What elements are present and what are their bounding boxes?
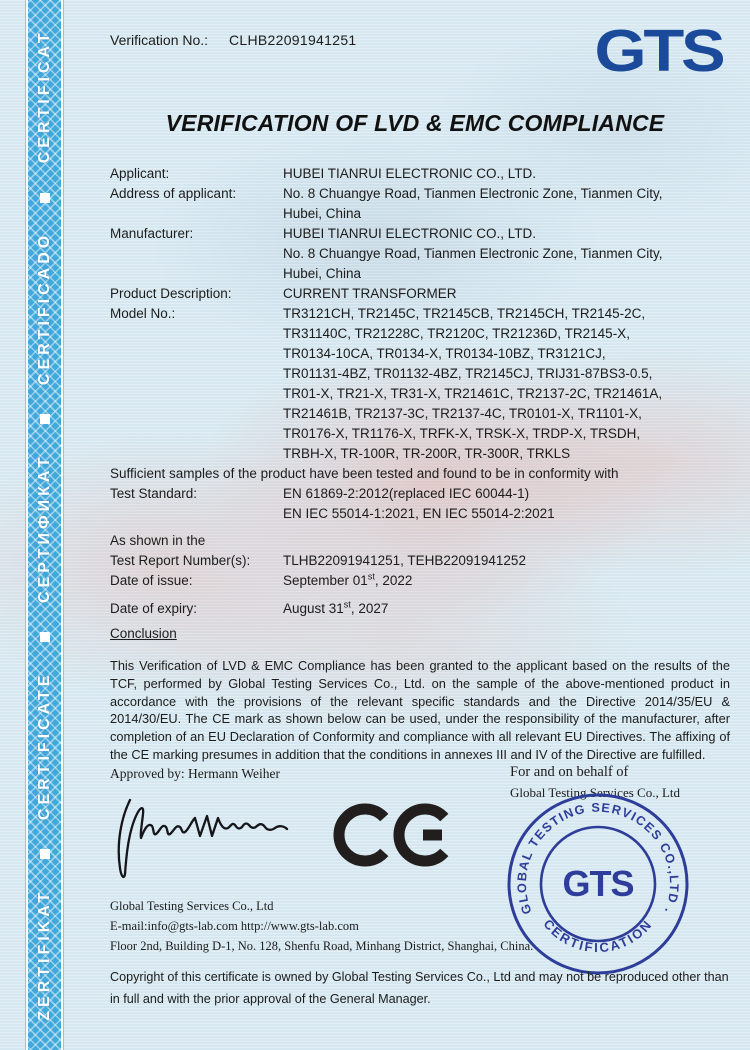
conclusion-section (110, 626, 730, 764)
expiry-date-ordinal: st (343, 599, 351, 610)
ribbon-separator-square (40, 849, 50, 859)
applicant-label: Applicant: (110, 166, 170, 181)
test-standard-line-1: EN 61869-2:2012(replaced IEC 60044-1) (283, 486, 530, 501)
applicant-address-line-2: Hubei, China (283, 206, 362, 221)
ribbon-separator-square (40, 632, 50, 642)
verification-number: CLHB22091941251 (229, 32, 357, 48)
manufacturer-value (283, 224, 728, 284)
model-row (110, 304, 728, 464)
manufacturer-label: Manufacturer: (110, 226, 194, 241)
signature-image (108, 790, 298, 885)
test-standard-row (110, 484, 728, 524)
applicant-address-label: Address of applicant: (110, 186, 237, 201)
ribbon-word-zertifikat: ZERTIFIKAT (35, 888, 53, 1021)
applicant-address-line-1: No. 8 Chuangye Road, Tianmen Electronic Zone, Tianmen City, (283, 186, 663, 201)
model-no-label: Model No.: (110, 306, 176, 321)
test-standard-value (283, 484, 728, 524)
gts-logo: GTS (594, 18, 722, 85)
model-line: TR01131-4BZ, TR01132-4BZ, TR2145CJ, TRIJ31-87BS3-0.5, (283, 366, 653, 381)
test-report-row (110, 551, 728, 571)
date-of-issue-row (110, 571, 728, 591)
ribbon-word-certificat: CERTIFICAT (35, 29, 53, 164)
footer-block (110, 896, 533, 956)
product-description-value: CURRENT TRANSFORMER (283, 286, 457, 301)
manufacturer-address-line-2: Hubei, China (283, 266, 362, 281)
model-line: TR0176-X, TR1176-X, TRFK-X, TRSK-X, TRDP-X, TRSDH, (283, 426, 641, 441)
ribbon-word-certificado: CERTIFICADO (35, 231, 53, 386)
stamp-center-text: GTS (562, 863, 634, 904)
model-line: TR3121CH, TR2145C, TR2145CB, TR2145CH, TR2145-2C, (283, 306, 646, 321)
expiry-date-main: August 31 (283, 601, 344, 616)
test-report-label: Test Report Number(s): (110, 553, 251, 568)
ribbon-word-certificate: CERTIFICATE (35, 671, 53, 821)
ribbon-separator-square (40, 414, 50, 424)
certificate-title: VERIFICATION OF LVD & EMC COMPLIANCE (165, 110, 665, 136)
footer-company: Global Testing Services Co., Ltd (110, 899, 274, 913)
behalf-line-1: For and on behalf of (510, 764, 629, 780)
applicant-row (110, 164, 728, 184)
footer-contacts: E-mail:info@gts-lab.com http://www.gts-lab.com (110, 919, 359, 933)
applicant-address-row (110, 184, 728, 224)
test-report-value: TLHB22091941251, TEHB22091941252 (283, 553, 526, 568)
stamp-bottom-text: CERTIFICATION (540, 916, 656, 956)
stamp-ring-text: GLOBAL TESTING SERVICES CO.,LTD . (514, 800, 682, 917)
date-of-expiry-value (283, 599, 728, 619)
model-line: TR0134-10CA, TR0134-X, TR0134-10BZ, TR3121CJ, (283, 346, 606, 361)
conclusion-heading: Conclusion (110, 626, 177, 641)
ribbon-word-sertifikat-cyrillic: СЕРТИФИКАТ (35, 453, 53, 604)
footer-address: Floor 2nd, Building D-1, No. 128, Shenfu Road, Minhang District, Shanghai, China. (110, 939, 534, 953)
model-line: TR21461B, TR2137-3C, TR2137-4C, TR0101-X, TR1101-X, (283, 406, 642, 421)
date-of-expiry-label: Date of expiry: (110, 601, 198, 616)
model-line: TR31140C, TR21228C, TR2120C, TR21236D, TR2145-X, (283, 326, 630, 341)
model-no-value (283, 304, 728, 464)
applicant-address-value (283, 184, 728, 224)
svg-text:CERTIFICATION (540, 916, 655, 955)
issue-date-year: , 2022 (374, 573, 413, 588)
as-shown-line: As shown in the (110, 533, 206, 548)
certificate-fields (110, 164, 728, 619)
ce-mark-icon (332, 800, 452, 875)
test-standard-line-2: EN IEC 55014-1:2021, EN IEC 55014-2:2021 (283, 506, 555, 521)
manufacturer-row (110, 224, 728, 284)
product-row (110, 284, 728, 304)
conclusion-paragraph: This Verification of LVD & EMC Compliance has been granted to the applicant based on the results of the TCF, performed by Global Testing Services Co., Ltd. on the sample of the above-mentioned product in accordance with the provisions of the relevant specific standards and the Directive 2014/35/EU & 2014/30/EU. The CE mark as shown below can be used, under the responsibility of the manufacturer, after completion of an EU Declaration of Conformity and compliance with all relevant EU Directives. The affixing of the CE marking presumes in addition that the conditions in annexes III and IV of the Directive are fulfilled. (110, 658, 730, 762)
conformity-statement: Sufficient samples of the product have been tested and found to be in conformity with (110, 466, 619, 481)
approved-by-line: Approved by: Hermann Weiher (110, 766, 280, 781)
manufacturer-address-line-1: No. 8 Chuangye Road, Tianmen Electronic Zone, Tianmen City, (283, 246, 663, 261)
date-of-issue-value (283, 571, 728, 591)
test-standard-label: Test Standard: (110, 486, 198, 501)
date-of-expiry-row (110, 599, 728, 619)
applicant-value: HUBEI TIANRUI ELECTRONIC CO., LTD. (283, 166, 537, 181)
ribbon-separator-square (40, 193, 50, 203)
product-description-label: Product Description: (110, 286, 232, 301)
manufacturer-name: HUBEI TIANRUI ELECTRONIC CO., LTD. (283, 226, 537, 241)
verification-row (110, 32, 357, 48)
copyright-text: Copyright of this certificate is owned by Global Testing Services Co., Ltd and may not be reproduced other than in full and with the prior approval of the General Manager. (110, 970, 729, 1006)
expiry-date-year: , 2027 (350, 601, 389, 616)
issue-date-ordinal: st (367, 571, 375, 582)
side-ribbon (26, 0, 63, 1050)
issue-date-main: September 01 (283, 573, 368, 588)
verification-label: Verification No.: (110, 32, 209, 48)
date-of-issue-label: Date of issue: (110, 573, 193, 588)
behalf-line-2: Global Testing Services Co., Ltd (510, 785, 680, 800)
model-line: TR01-X, TR21-X, TR31-X, TR21461C, TR2137-2C, TR21461A, (283, 386, 663, 401)
model-line: TRBH-X, TR-100R, TR-200R, TR-300R, TRKLS (283, 446, 571, 461)
